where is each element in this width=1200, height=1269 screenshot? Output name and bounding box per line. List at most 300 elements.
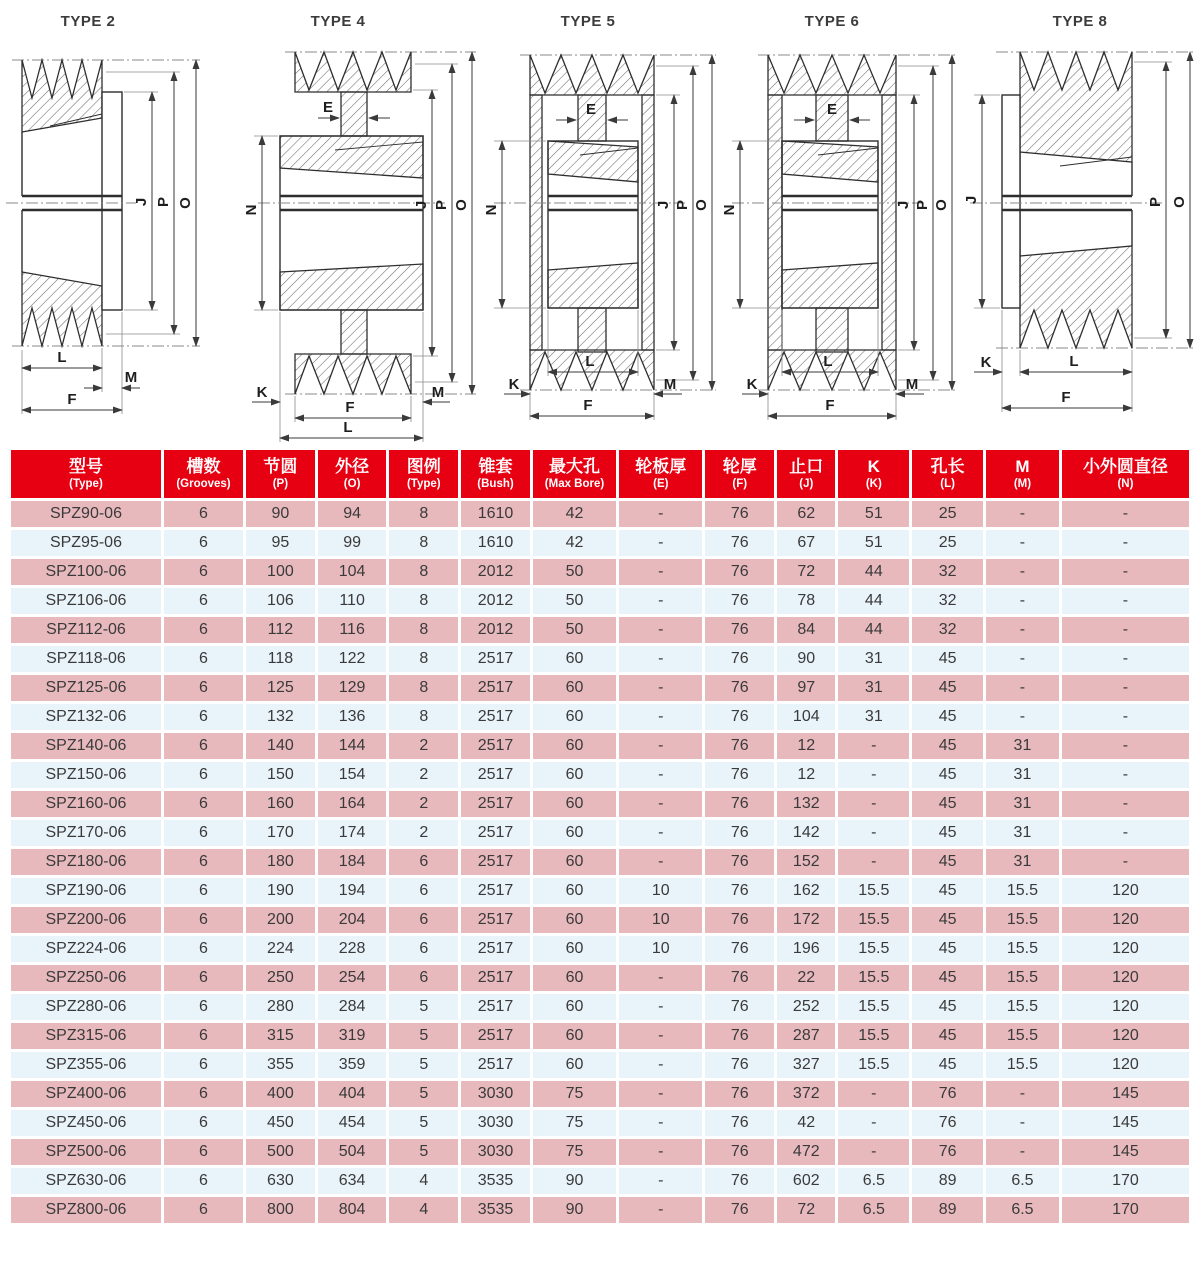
table-cell: - (1062, 617, 1189, 643)
type-4-diagram (240, 0, 480, 447)
type2-dim-f: F (67, 391, 77, 408)
column-header-13 (986, 450, 1059, 498)
table-cell: 76 (705, 820, 774, 846)
table-cell: 89 (912, 1168, 983, 1194)
table-cell: 51 (838, 530, 909, 556)
column-header-1 (11, 450, 161, 498)
table-cell: - (619, 965, 702, 991)
table-cell: 112 (246, 617, 315, 643)
table-cell: SPZ400-06 (11, 1081, 161, 1107)
table-cell: 99 (318, 530, 387, 556)
type4-dim-l: L (343, 419, 353, 436)
table-row-SPZ100-06 (11, 559, 1189, 585)
table-cell: 25 (912, 530, 983, 556)
table-cell: 6 (164, 1168, 243, 1194)
table-cell: 8 (389, 646, 458, 672)
table-cell: 140 (246, 733, 315, 759)
table-cell: SPZ112-06 (11, 617, 161, 643)
table-cell: 12 (777, 733, 835, 759)
table-cell: 174 (318, 820, 387, 846)
table-cell: SPZ224-06 (11, 936, 161, 962)
table-cell: 78 (777, 588, 835, 614)
table-cell: 106 (246, 588, 315, 614)
type6-dim-m: M (905, 376, 919, 393)
table-cell: 60 (533, 762, 616, 788)
table-cell: 6 (164, 849, 243, 875)
type6-dim-p: P (914, 199, 931, 211)
table-cell: SPZ140-06 (11, 733, 161, 759)
table-cell: 89 (912, 1197, 983, 1223)
table-cell: SPZ500-06 (11, 1139, 161, 1165)
table-cell: 8 (389, 501, 458, 527)
table-cell: 76 (705, 1081, 774, 1107)
table-cell: 2 (389, 820, 458, 846)
table-cell: - (1062, 501, 1189, 527)
table-cell: 60 (533, 1052, 616, 1078)
table-cell: 142 (777, 820, 835, 846)
table-cell: 60 (533, 675, 616, 701)
table-cell: 804 (318, 1197, 387, 1223)
table-row-SPZ90-06 (11, 501, 1189, 527)
table-cell: - (619, 675, 702, 701)
table-cell: 400 (246, 1081, 315, 1107)
table-cell: 76 (705, 675, 774, 701)
table-cell: 45 (912, 791, 983, 817)
table-cell: 1610 (461, 501, 530, 527)
table-cell: 327 (777, 1052, 835, 1078)
table-cell: 170 (1062, 1168, 1189, 1194)
table-cell: 15.5 (986, 878, 1059, 904)
table-cell: 450 (246, 1110, 315, 1136)
table-cell: 196 (777, 936, 835, 962)
table-cell: 31 (838, 675, 909, 701)
table-cell: 50 (533, 559, 616, 585)
table-cell: 15.5 (986, 994, 1059, 1020)
table-cell: 60 (533, 994, 616, 1020)
type-4-title: TYPE 4 (310, 13, 366, 30)
table-row-SPZ125-06 (11, 675, 1189, 701)
column-header-11 (838, 450, 909, 498)
type6-dim-l: L (823, 353, 833, 370)
table-cell: 45 (912, 849, 983, 875)
table-cell: 2517 (461, 820, 530, 846)
table-cell: SPZ190-06 (11, 878, 161, 904)
column-header-en: (F) (732, 478, 748, 491)
table-cell: - (619, 1197, 702, 1223)
table-cell: 6 (164, 820, 243, 846)
table-cell: 120 (1062, 965, 1189, 991)
table-cell: 120 (1062, 878, 1189, 904)
table-cell: 3030 (461, 1139, 530, 1165)
table-cell: 8 (389, 588, 458, 614)
table-cell: 280 (246, 994, 315, 1020)
table-cell: 84 (777, 617, 835, 643)
table-cell: 60 (533, 965, 616, 991)
column-header-en: (Max Bore) (544, 478, 605, 491)
table-cell: - (1062, 704, 1189, 730)
type8-dim-j: J (963, 195, 980, 205)
table-cell: 60 (533, 878, 616, 904)
table-cell: 355 (246, 1052, 315, 1078)
table-cell: 62 (777, 501, 835, 527)
table-cell: 76 (912, 1110, 983, 1136)
table-cell: 76 (705, 1168, 774, 1194)
table-cell: 76 (705, 965, 774, 991)
table-cell: - (619, 820, 702, 846)
table-cell: 602 (777, 1168, 835, 1194)
table-cell: 32 (912, 588, 983, 614)
table-cell: 6 (389, 965, 458, 991)
table-row-SPZ180-06 (11, 849, 1189, 875)
table-cell: - (619, 617, 702, 643)
table-cell: SPZ132-06 (11, 704, 161, 730)
column-header-en: (N) (1117, 478, 1134, 491)
table-cell: 45 (912, 675, 983, 701)
table-cell: - (1062, 849, 1189, 875)
table-cell: - (986, 675, 1059, 701)
table-cell: 6 (164, 936, 243, 962)
table-row-SPZ315-06 (11, 1023, 1189, 1049)
table-cell: 76 (705, 1139, 774, 1165)
table-cell: 2517 (461, 791, 530, 817)
table-cell: 50 (533, 588, 616, 614)
column-header-en: (J) (799, 478, 814, 491)
table-cell: SPZ125-06 (11, 675, 161, 701)
table-cell: 144 (318, 733, 387, 759)
table-cell: 100 (246, 559, 315, 585)
table-cell: 287 (777, 1023, 835, 1049)
type-5-diagram (480, 0, 720, 447)
column-header-zh: 轮板厚 (635, 457, 687, 476)
table-row-SPZ200-06 (11, 907, 1189, 933)
column-header-zh: 外径 (335, 457, 370, 476)
table-cell: - (1062, 530, 1189, 556)
table-cell: 75 (533, 1081, 616, 1107)
table-cell: 6 (164, 1197, 243, 1223)
column-header-en: (Type) (406, 478, 441, 491)
table-cell: - (986, 1139, 1059, 1165)
table-cell: 6.5 (986, 1197, 1059, 1223)
type4-dim-j: J (413, 200, 430, 210)
table-row-SPZ450-06 (11, 1110, 1189, 1136)
type-2-diagram (0, 0, 240, 447)
table-cell: 90 (533, 1197, 616, 1223)
table-cell: - (1062, 762, 1189, 788)
table-cell: 120 (1062, 994, 1189, 1020)
table-cell: SPZ280-06 (11, 994, 161, 1020)
table-cell: - (838, 849, 909, 875)
table-cell: 60 (533, 1023, 616, 1049)
table-cell: 76 (705, 994, 774, 1020)
table-cell: - (986, 501, 1059, 527)
column-header-en: (L) (940, 478, 955, 491)
table-cell: 125 (246, 675, 315, 701)
table-cell: 800 (246, 1197, 315, 1223)
table-cell: 2517 (461, 733, 530, 759)
table-cell: - (619, 994, 702, 1020)
table-cell: 224 (246, 936, 315, 962)
table-cell: - (986, 559, 1059, 585)
table-cell: 60 (533, 820, 616, 846)
table-cell: 2517 (461, 1023, 530, 1049)
table-cell: 72 (777, 559, 835, 585)
table-cell: - (619, 559, 702, 585)
table-cell: 42 (533, 501, 616, 527)
table-cell: 95 (246, 530, 315, 556)
table-cell: 136 (318, 704, 387, 730)
table-cell: 6 (164, 617, 243, 643)
table-cell: 44 (838, 559, 909, 585)
column-header-14 (1062, 450, 1189, 498)
table-cell: 145 (1062, 1081, 1189, 1107)
table-cell: 6 (164, 1110, 243, 1136)
column-header-7 (533, 450, 616, 498)
table-cell: 228 (318, 936, 387, 962)
table-cell: - (619, 501, 702, 527)
table-cell: - (1062, 733, 1189, 759)
table-cell: 6 (389, 936, 458, 962)
table-cell: 2517 (461, 878, 530, 904)
type-6-title: TYPE 6 (804, 13, 860, 30)
table-cell: - (986, 1110, 1059, 1136)
column-header-en: (Type) (69, 478, 103, 491)
table-cell: 50 (533, 617, 616, 643)
table-cell: SPZ800-06 (11, 1197, 161, 1223)
type2-dim-j: J (133, 197, 150, 207)
table-cell: 172 (777, 907, 835, 933)
table-row-SPZ118-06 (11, 646, 1189, 672)
type5-dim-k: K (508, 376, 520, 393)
type5-dim-l: L (585, 353, 595, 370)
table-cell: 6 (164, 588, 243, 614)
table-cell: 454 (318, 1110, 387, 1136)
column-header-en: (Bush) (477, 478, 514, 491)
table-cell: 2 (389, 791, 458, 817)
table-cell: SPZ118-06 (11, 646, 161, 672)
table-cell: 60 (533, 791, 616, 817)
table-cell: 2517 (461, 1052, 530, 1078)
table-cell: - (619, 1110, 702, 1136)
table-cell: 3030 (461, 1081, 530, 1107)
table-cell: 200 (246, 907, 315, 933)
table-cell: 6 (164, 646, 243, 672)
table-cell: 44 (838, 588, 909, 614)
table-cell: SPZ355-06 (11, 1052, 161, 1078)
type8-dim-k: K (980, 354, 992, 371)
table-cell: 180 (246, 849, 315, 875)
table-cell: 75 (533, 1139, 616, 1165)
table-cell: 5 (389, 1139, 458, 1165)
type2-dim-o: O (177, 197, 194, 209)
table-cell: - (619, 530, 702, 556)
table-cell: 190 (246, 878, 315, 904)
table-cell: 194 (318, 878, 387, 904)
column-header-en: (M) (1013, 478, 1032, 491)
table-row-SPZ190-06 (11, 878, 1189, 904)
table-cell: 15.5 (838, 907, 909, 933)
table-row-SPZ280-06 (11, 994, 1189, 1020)
table-cell: 150 (246, 762, 315, 788)
table-cell: 6 (164, 1052, 243, 1078)
table-row-SPZ250-06 (11, 965, 1189, 991)
table-row-SPZ140-06 (11, 733, 1189, 759)
column-header-zh: 孔长 (930, 457, 965, 476)
table-cell: 170 (1062, 1197, 1189, 1223)
table-cell: - (838, 791, 909, 817)
column-header-6 (461, 450, 530, 498)
type4-dim-f: F (345, 399, 355, 416)
table-cell: 51 (838, 501, 909, 527)
table-cell: 6 (164, 733, 243, 759)
table-cell: 250 (246, 965, 315, 991)
type6-dim-e: E (826, 101, 838, 118)
table-cell: 76 (705, 936, 774, 962)
table-cell: 31 (838, 704, 909, 730)
table-cell: 45 (912, 1052, 983, 1078)
table-cell: 5 (389, 1081, 458, 1107)
table-cell: 145 (1062, 1110, 1189, 1136)
spec-table-header-row (11, 450, 1189, 498)
table-cell: 31 (986, 762, 1059, 788)
table-cell: 15.5 (838, 936, 909, 962)
table-cell: 76 (705, 1197, 774, 1223)
table-cell: 76 (705, 704, 774, 730)
table-cell: - (619, 646, 702, 672)
table-cell: 76 (705, 849, 774, 875)
table-cell: 170 (246, 820, 315, 846)
column-header-en: (K) (865, 478, 882, 491)
column-header-zh: 图例 (406, 457, 441, 476)
table-cell: 45 (912, 704, 983, 730)
table-cell: 2012 (461, 559, 530, 585)
table-cell: 45 (912, 936, 983, 962)
table-cell: 76 (705, 501, 774, 527)
table-cell: 15.5 (986, 936, 1059, 962)
table-cell: 6 (164, 994, 243, 1020)
type6-dim-n: N (721, 204, 738, 216)
table-cell: 76 (912, 1139, 983, 1165)
type4-dim-p: P (433, 199, 450, 211)
type5-dim-m: M (663, 376, 677, 393)
table-cell: SPZ315-06 (11, 1023, 161, 1049)
table-cell: SPZ250-06 (11, 965, 161, 991)
table-cell: 12 (777, 762, 835, 788)
table-cell: 4 (389, 1197, 458, 1223)
table-row-SPZ400-06 (11, 1081, 1189, 1107)
table-cell: 6 (389, 878, 458, 904)
table-cell: 42 (533, 530, 616, 556)
table-cell: 204 (318, 907, 387, 933)
table-cell: 97 (777, 675, 835, 701)
table-cell: 10 (619, 936, 702, 962)
table-cell: 6 (389, 849, 458, 875)
table-cell: 6 (164, 762, 243, 788)
table-row-SPZ224-06 (11, 936, 1189, 962)
table-cell: - (619, 1081, 702, 1107)
table-cell: 45 (912, 733, 983, 759)
table-cell: 3535 (461, 1197, 530, 1223)
table-cell: 132 (246, 704, 315, 730)
type8-dim-l: L (1069, 353, 1079, 370)
column-header-zh: 止口 (789, 457, 824, 476)
table-cell: 2517 (461, 907, 530, 933)
table-cell: 104 (777, 704, 835, 730)
table-cell: 6 (164, 1139, 243, 1165)
table-cell: 31 (838, 646, 909, 672)
table-cell: SPZ150-06 (11, 762, 161, 788)
table-cell: - (619, 704, 702, 730)
table-cell: 60 (533, 646, 616, 672)
table-cell: - (838, 1110, 909, 1136)
table-cell: 6 (164, 501, 243, 527)
table-cell: 315 (246, 1023, 315, 1049)
table-cell: 104 (318, 559, 387, 585)
table-cell: - (1062, 791, 1189, 817)
type5-dim-f: F (583, 397, 593, 414)
table-row-SPZ170-06 (11, 820, 1189, 846)
table-cell: 132 (777, 791, 835, 817)
table-cell: 45 (912, 907, 983, 933)
table-cell: SPZ170-06 (11, 820, 161, 846)
column-header-en: (E) (653, 478, 669, 491)
table-cell: 120 (1062, 1052, 1189, 1078)
table-cell: 8 (389, 704, 458, 730)
table-cell: 15.5 (986, 1023, 1059, 1049)
table-cell: 15.5 (986, 907, 1059, 933)
type4-dim-e: E (322, 99, 334, 116)
table-cell: - (619, 791, 702, 817)
table-cell: 72 (777, 1197, 835, 1223)
table-cell: - (619, 1168, 702, 1194)
table-cell: 120 (1062, 1023, 1189, 1049)
type6-dim-f: F (825, 397, 835, 414)
table-cell: 2517 (461, 762, 530, 788)
table-cell: - (986, 588, 1059, 614)
table-cell: 15.5 (838, 965, 909, 991)
table-cell: - (838, 762, 909, 788)
type6-dim-k: K (746, 376, 758, 393)
table-cell: 76 (705, 646, 774, 672)
table-cell: SPZ180-06 (11, 849, 161, 875)
table-cell: 67 (777, 530, 835, 556)
table-cell: 2517 (461, 704, 530, 730)
table-cell: 120 (1062, 907, 1189, 933)
type8-dim-o: O (1171, 196, 1188, 208)
table-cell: 6 (164, 965, 243, 991)
column-header-12 (912, 450, 983, 498)
table-cell: 76 (705, 1052, 774, 1078)
table-cell: - (619, 849, 702, 875)
table-cell: 6.5 (986, 1168, 1059, 1194)
table-cell: 6 (164, 530, 243, 556)
table-cell: 76 (705, 1023, 774, 1049)
table-cell: 2 (389, 733, 458, 759)
table-cell: SPZ106-06 (11, 588, 161, 614)
table-row-SPZ800-06 (11, 1197, 1189, 1223)
table-cell: 6 (164, 704, 243, 730)
type2-dim-p: P (155, 196, 172, 208)
table-cell: 2517 (461, 646, 530, 672)
column-header-10 (777, 450, 835, 498)
type4-dim-m: M (431, 384, 445, 401)
table-cell: 76 (705, 791, 774, 817)
table-row-SPZ132-06 (11, 704, 1189, 730)
table-cell: - (986, 617, 1059, 643)
type-8-title: TYPE 8 (1052, 13, 1108, 30)
table-cell: SPZ630-06 (11, 1168, 161, 1194)
table-cell: 116 (318, 617, 387, 643)
table-cell: 76 (705, 878, 774, 904)
